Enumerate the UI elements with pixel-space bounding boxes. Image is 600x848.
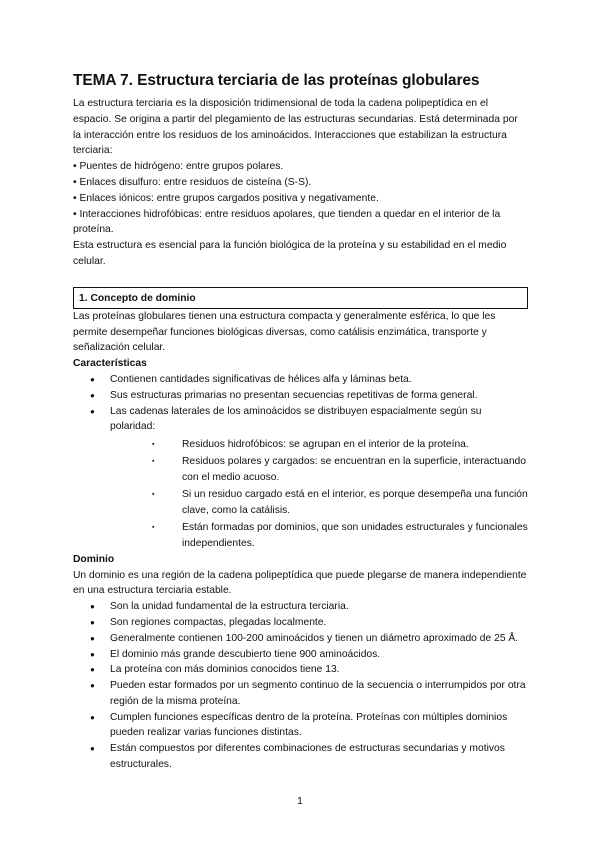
dominio-heading: Dominio	[73, 553, 115, 565]
interaction-list	[73, 159, 528, 238]
interaction-item: • Interacciones hidrofóbicas: entre residuos apolares, que tienden a quedar en el interior de la proteína.	[73, 208, 501, 236]
list-item: ● Cumplen funciones específicas dentro de la proteína. Proteínas con múltiples dominios pueden realizar varias funciones distintas.	[73, 710, 528, 742]
sublist-item: ▪ Residuos polares y cargados: se encuentran en la superficie, interactuando con el medio acuoso.	[110, 454, 528, 486]
interaction-item: • Puentes de hidrógeno: entre grupos polares.	[73, 161, 284, 173]
list-item: ● Están compuestos por diferentes combinaciones de estructuras secundarias y motivos estructurales.	[73, 741, 528, 773]
section-heading-box	[73, 287, 528, 309]
page-title: TEMA 7. Estructura terciaria de las proteínas globulares	[73, 72, 480, 89]
list-item	[73, 404, 528, 552]
sublist-item: ▪ Si un residuo cargado está en el interior, es porque desempeña una función clave, como la catálisis.	[110, 487, 528, 519]
sublist-item: ▪ Están formadas por dominios, que son unidades estructurales y funcionales independientes.	[110, 520, 528, 552]
intro-closing-paragraph: Esta estructura es esencial para la función biológica de la proteína y su estabilidad en el medio celular.	[73, 240, 507, 267]
section-heading: 1. Concepto de dominio	[79, 292, 196, 304]
dominio-paragraph: Un dominio es una región de la cadena polipeptídica que puede plegarse de manera independiente en una estructura terciaria estable.	[73, 569, 527, 597]
interaction-item: • Enlaces iónicos: entre grupos cargados positiva y negativamente.	[73, 192, 379, 204]
intro-paragraph: La estructura terciaria es la disposición tridimensional de toda la cadena polipeptídica en el espacio. Se origina a partir del plegamiento de las estructuras secundarias. Está determinada por la interacción entre los residuos de los aminoácidos. Interacciones que estabilizan la estructura terciaria:	[73, 98, 518, 157]
page-number: 1	[297, 796, 303, 807]
list-item: ● La proteína con más dominios conocidos tiene 13.	[73, 662, 528, 678]
list-item: ● Generalmente contienen 100-200 aminoácidos y tienen un diámetro aproximado de 25 Å.	[73, 631, 528, 647]
sublist-item: ▪ Residuos hidrofóbicos: se agrupan en el interior de la proteína.	[110, 437, 528, 453]
list-item-text: Las cadenas laterales de los aminoácidos se distribuyen espacialmente según su polaridad:	[110, 405, 482, 433]
caracteristicas-list	[73, 372, 528, 552]
document-page	[73, 72, 528, 773]
list-item: ● Pueden estar formados por un segmento continuo de la secuencia o interrumpidos por otra región de la misma proteína.	[73, 678, 528, 710]
list-item: ● Son regiones compactas, plegadas localmente.	[73, 615, 528, 631]
caracteristicas-heading: Características	[73, 358, 147, 370]
list-item: ● Son la unidad fundamental de la estructura terciaria.	[73, 599, 528, 615]
list-item: ● Contienen cantidades significativas de hélices alfa y láminas beta.	[73, 372, 528, 388]
polaridad-sublist	[110, 437, 528, 552]
section-intro-paragraph: Las proteínas globulares tienen una estructura compacta y generalmente esférica, lo que les permite desempeñar funciones biológicas diversas, como catálisis enzimática, transporte y señalización celular.	[73, 310, 496, 354]
dominio-list	[73, 599, 528, 773]
interaction-item: • Enlaces disulfuro: entre residuos de cisteína (S-S).	[73, 176, 312, 188]
list-item: ● El dominio más grande descubierto tiene 900 aminoácidos.	[73, 647, 528, 663]
list-item: ● Sus estructuras primarias no presentan secuencias repetitivas de forma general.	[73, 388, 528, 404]
